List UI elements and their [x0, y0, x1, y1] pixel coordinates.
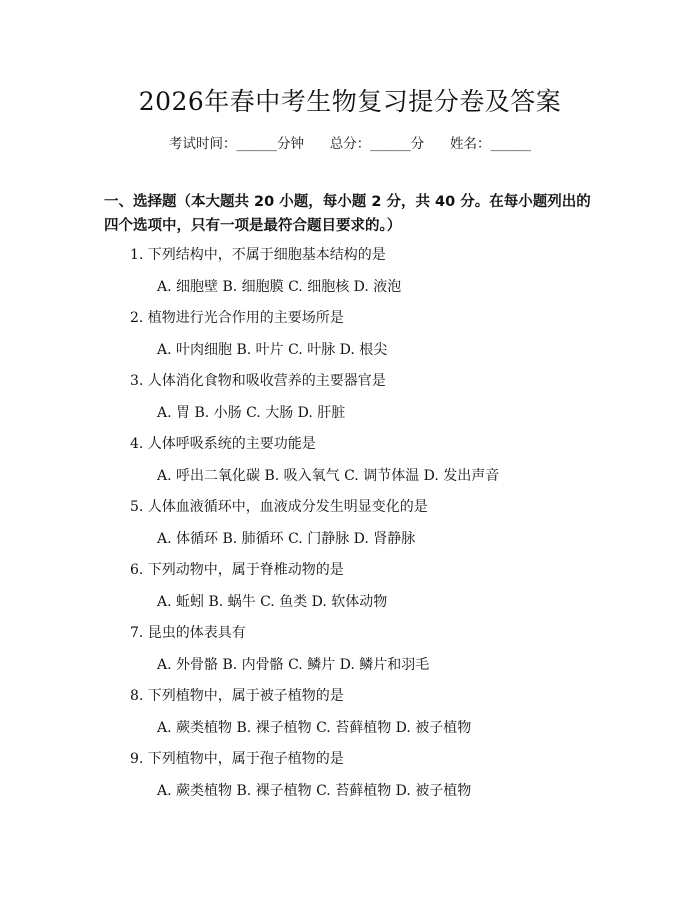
question-text: 7. 昆虫的体表具有 [130, 625, 246, 641]
question-item [0, 244, 700, 307]
question-text: 6. 下列动物中，属于脊椎动物的是 [130, 562, 344, 578]
question-options: A. 蕨类植物 B. 裸子植物 C. 苔藓植物 D. 被子植物 [157, 783, 472, 799]
question-options: A. 外骨骼 B. 内骨骼 C. 鳞片 D. 鳞片和羽毛 [157, 657, 430, 673]
question-item [0, 370, 700, 433]
question-item [0, 433, 700, 496]
question-item [0, 496, 700, 559]
page-title: 2026年春中考生物复习提分卷及答案 [138, 87, 562, 116]
question-text: 1. 下列结构中，不属于细胞基本结构的是 [130, 247, 386, 263]
question-item [0, 622, 700, 685]
question-options: A. 蚯蚓 B. 蜗牛 C. 鱼类 D. 软体动物 [157, 594, 388, 610]
question-text: 3. 人体消化食物和吸收营养的主要器官是 [130, 373, 386, 389]
question-text: 8. 下列植物中，属于被子植物的是 [130, 688, 344, 704]
question-text: 2. 植物进行光合作用的主要场所是 [130, 310, 344, 326]
question-options: A. 细胞壁 B. 细胞膜 C. 细胞核 D. 液泡 [157, 279, 402, 295]
question-text: 9. 下列植物中，属于孢子植物的是 [130, 751, 344, 767]
exam-info-line: 考试时间：______分钟 总分：______分 姓名：______ [169, 136, 531, 152]
question-text: 4. 人体呼吸系统的主要功能是 [130, 436, 316, 452]
question-options: A. 叶肉细胞 B. 叶片 C. 叶脉 D. 根尖 [157, 342, 388, 358]
question-options: A. 蕨类植物 B. 裸子植物 C. 苔藓植物 D. 被子植物 [157, 720, 472, 736]
question-text: 5. 人体血液循环中，血液成分发生明显变化的是 [130, 499, 428, 515]
question-item [0, 307, 700, 370]
question-options: A. 胃 B. 小肠 C. 大肠 D. 肝脏 [157, 405, 346, 421]
question-item [0, 748, 700, 811]
question-options: A. 体循环 B. 肺循环 C. 门静脉 D. 肾静脉 [157, 531, 416, 547]
question-item [0, 559, 700, 622]
section-heading: 一、选择题（本大题共 20 小题，每小题 2 分，共 40 分。在每小题列出的四个选项中，只有一项是最符合题目要求的。） [104, 194, 591, 234]
question-options: A. 呼出二氧化碳 B. 吸入氧气 C. 调节体温 D. 发出声音 [157, 468, 500, 484]
question-item [0, 685, 700, 748]
question-list [0, 244, 700, 811]
